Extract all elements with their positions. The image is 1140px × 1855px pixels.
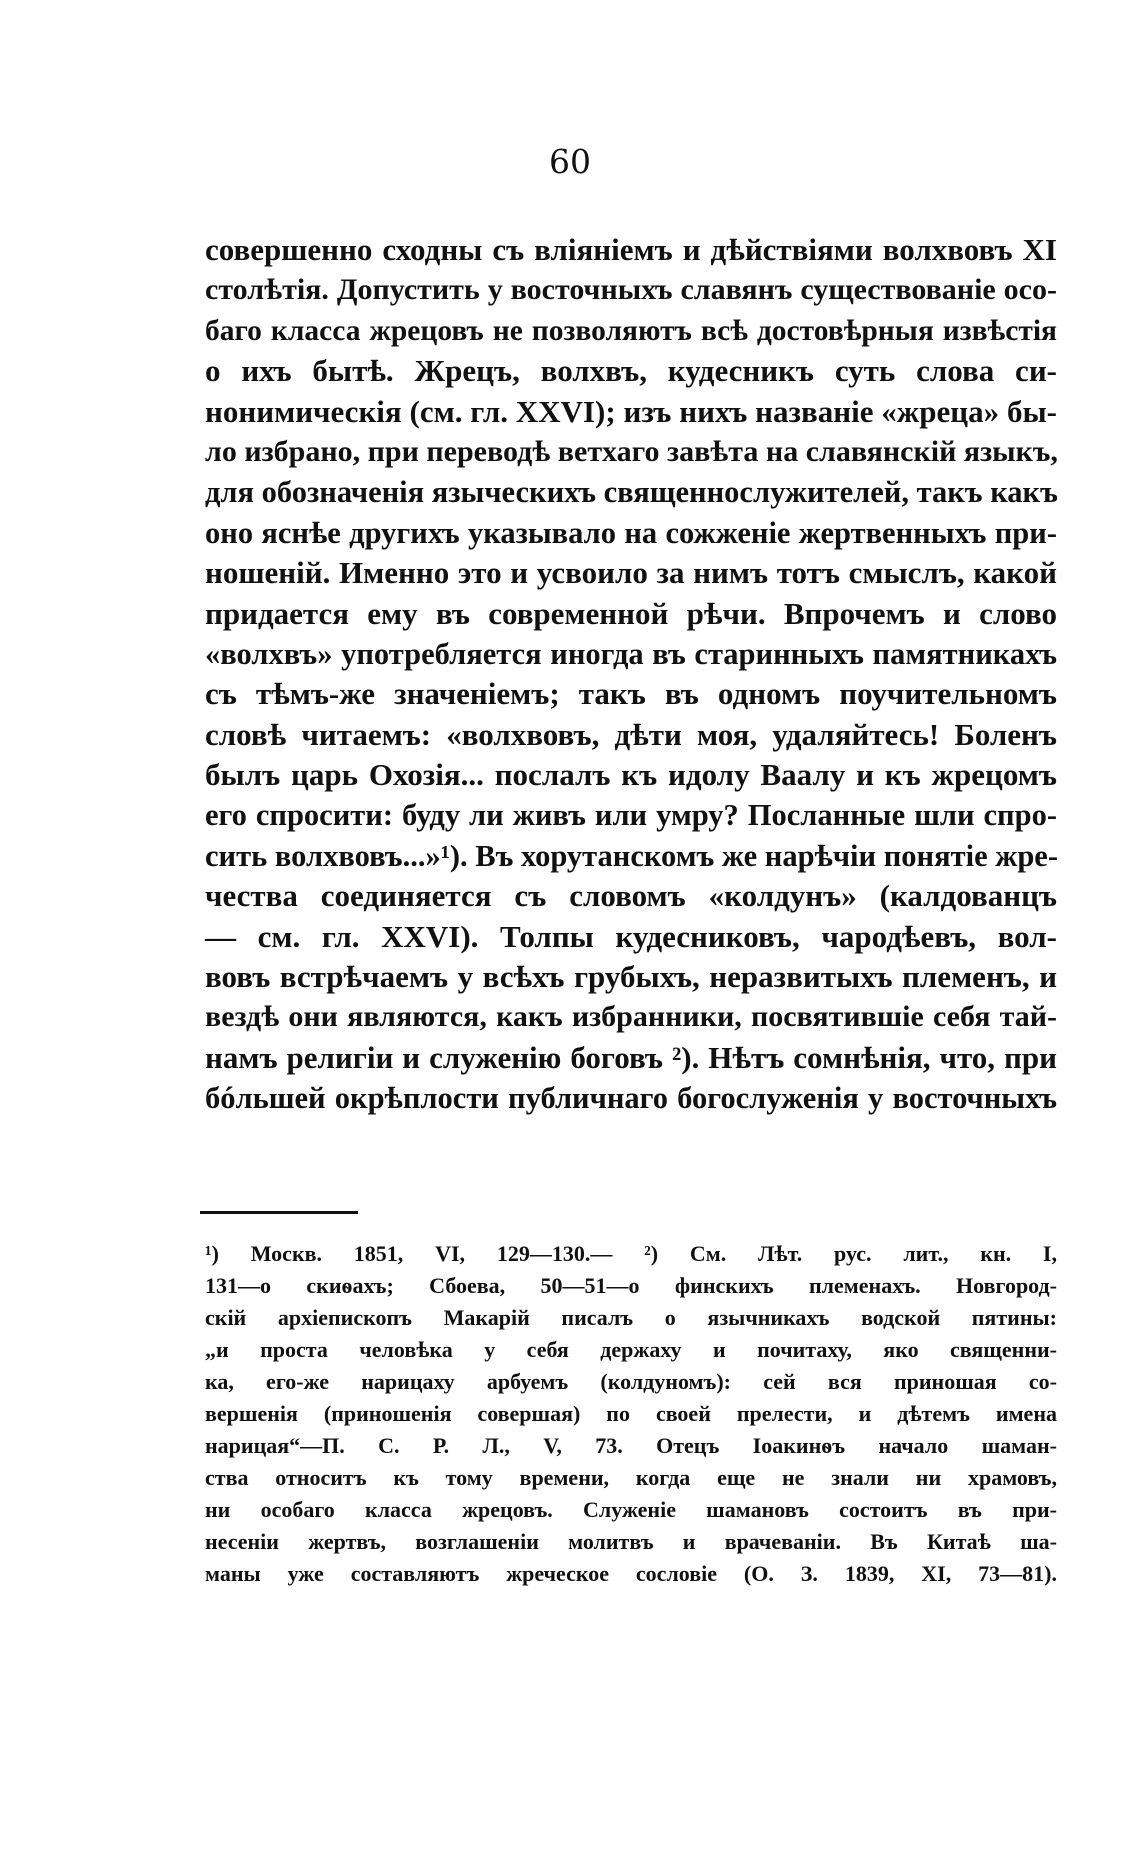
footnote-line: 131—о скиѳахъ; Сбоева, 50—51—о финскихъ племенахъ. Новгород-	[205, 1273, 1057, 1298]
footnote-line: ¹) Москв. 1851, VI, 129—130.— ²) См. Лѣт. рус. лит., кн. I,	[205, 1241, 1057, 1266]
footnote-separator	[200, 1211, 358, 1214]
body-line: чества соединяется съ словомъ «колдунъ» (калдованцъ	[205, 878, 1057, 914]
body-line: его спросити: буду ли живъ или умру? Посланные шли спро-	[205, 798, 1057, 833]
body-line: придается ему въ современной рѣчи. Впрочемъ и слово	[205, 595, 1057, 631]
body-line: намъ религіи и служенію боговъ ²). Нѣтъ сомнѣнія, что, при	[205, 1039, 1057, 1075]
body-line: вездѣ они являются, какъ избранники, посвятившіе себя тай-	[205, 1000, 1057, 1034]
body-line: ношеній. Именно это и усвоило за нимъ тотъ смыслъ, какой	[205, 555, 1057, 591]
body-line: бóльшей окрѣплости публичнаго богослуженія у восточныхъ	[205, 1081, 1057, 1116]
body-line: столѣтія. Допустить у восточныхъ славянъ существованіе осо-	[205, 273, 1057, 307]
footnote-line: ства относитъ къ тому времени, когда еще не знали ни храмовъ,	[205, 1465, 1057, 1490]
body-line: сить волхвовъ...»¹). Въ хорутанскомъ же нарѣчіи понятіе жре-	[205, 838, 1059, 873]
body-line: оно яснѣе другихъ указывало на сожженіе жертвенныхъ при-	[205, 515, 1057, 550]
body-line: словѣ читаемъ: «волхвовъ, дѣти моя, удаляйтесь! Боленъ	[205, 716, 1057, 752]
body-line: былъ царь Охозія... послалъ къ идолу Ваалу и къ жрецомъ	[205, 757, 1057, 793]
footnote-line: ни особаго класса жрецовъ. Служеніе шамановъ состоитъ въ при-	[205, 1497, 1057, 1522]
footnote-line: вершенія (приношенія совершая) по своей прелести, и дѣтемъ имена	[205, 1401, 1057, 1426]
footnotes	[205, 1238, 1057, 1590]
footnote-line: нарицая“—П. С. Р. Л., V, 73. Отецъ Іоакинѳъ начало шаман-	[205, 1433, 1057, 1458]
footnote-line: маны уже составляютъ жреческое сословіе (О. З. 1839, XI, 73—81).	[205, 1561, 1057, 1586]
body-line: вовъ встрѣчаемъ у всѣхъ грубыхъ, неразвитыхъ племенъ, и	[205, 959, 1057, 995]
page-number: 60	[549, 142, 591, 181]
footnote-line: „и проста человѣка у себя держаху и почитаху, яко священни-	[205, 1337, 1057, 1362]
body-text	[205, 230, 1057, 1119]
footnote-line: ка, его-же нарицаху арбуемъ (колдуномъ): сей вся приношая со-	[205, 1369, 1057, 1394]
body-line: о ихъ бытѣ. Жрецъ, волхвъ, кудесникъ суть слова си-	[205, 353, 1057, 389]
body-line: ло избрано, при переводѣ ветхаго завѣта на славянскій языкъ,	[205, 434, 1058, 468]
body-line: нонимическія (см. гл. XXVI); изъ нихъ названіе «жреца» бы-	[205, 393, 1057, 429]
body-line: для обозначенія языческихъ священнослужителей, такъ какъ	[205, 475, 1058, 510]
body-line: баго класса жрецовъ не позволяютъ всѣ достовѣрныя извѣстія	[205, 314, 1057, 347]
footnote-line: скій архіепископъ Макарій писалъ о язычникахъ водской пятины:	[205, 1305, 1057, 1330]
body-line: совершенно сходны съ вліяніемъ и дѣйствіями волхвовъ XI	[205, 232, 1057, 267]
body-line: «волхвъ» употребляется иногда въ старинныхъ памятникахъ	[205, 636, 1057, 671]
body-line: съ тѣмъ-же значеніемъ; такъ въ одномъ поучительномъ	[205, 676, 1057, 712]
body-line: — см. гл. XXVI). Толпы кудесниковъ, чародѣевъ, вол-	[205, 918, 1057, 954]
footnote-line: несеніи жертвъ, возглашеніи молитвъ и врачеваніи. Въ Китаѣ ша-	[205, 1529, 1057, 1554]
